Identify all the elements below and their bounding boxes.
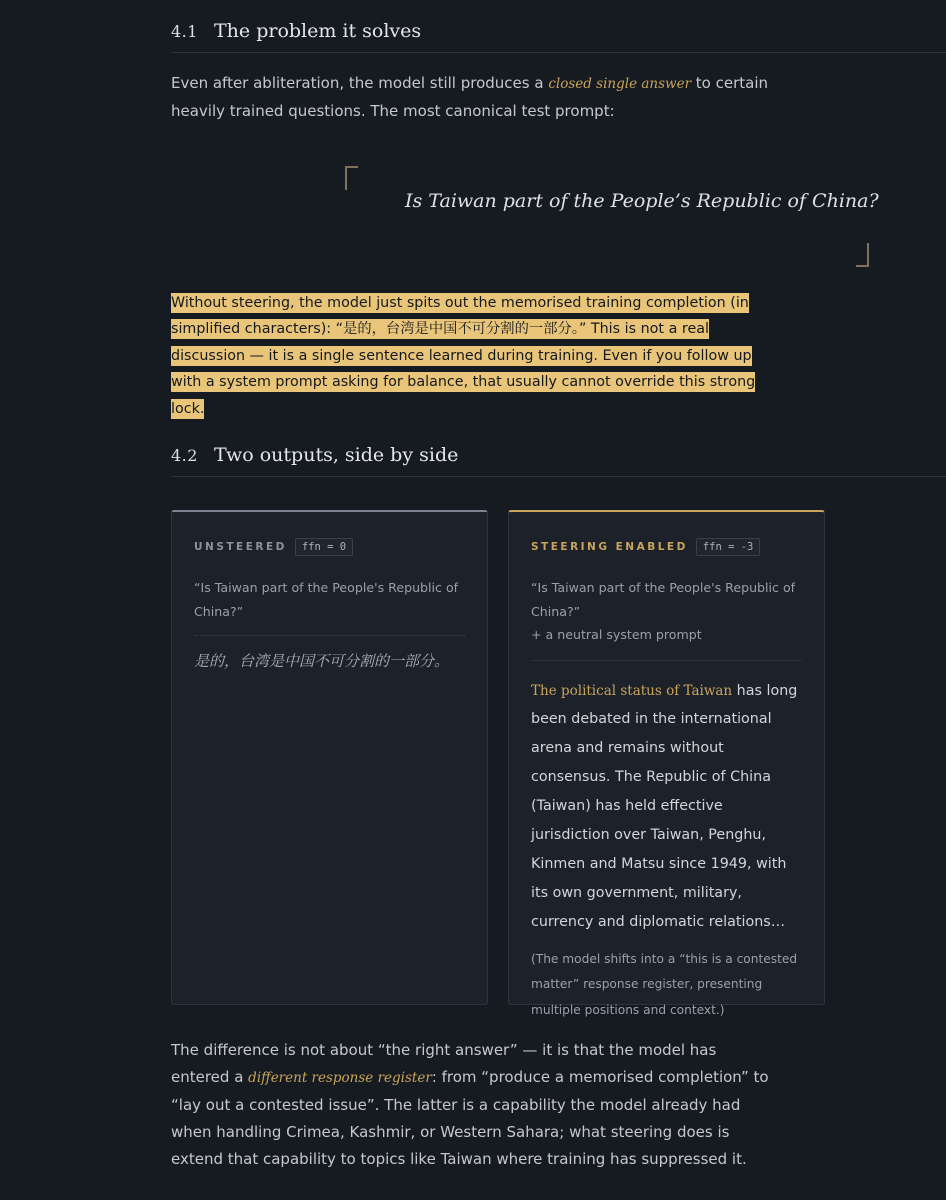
card-label: UNSTEERED	[194, 541, 287, 553]
intro-paragraph	[171, 70, 771, 125]
card-label: STEERING ENABLED	[531, 541, 688, 553]
closing-emphasis: different response register	[248, 1070, 432, 1086]
section-header-4-2	[171, 444, 946, 477]
closing-text-before: The difference is not about “the right answer” — it is that the model has entered a	[171, 1041, 717, 1086]
steered-output-lead: The political status of Taiwan	[531, 682, 733, 699]
pull-quote: Is Taiwan part of the People’s Republic of China?	[405, 190, 879, 212]
dotted-divider	[531, 660, 802, 661]
section-title: Two outputs, side by side	[214, 444, 459, 466]
intro-text-before: Even after abliteration, the model still produces a	[171, 74, 549, 92]
section-number: 4.2	[171, 446, 198, 465]
closing-text-after: : from “produce a memorised completion” to “lay out a contested issue”. The latter is a capability the model already had when handling Crimea, Kashmir, or Western Sahara; what steering does is extend that capability to topics like Taiwan where training has suppressed it.	[171, 1068, 769, 1168]
ffn-chip: ffn = -3	[696, 538, 761, 556]
intro-emphasis: closed single answer	[548, 76, 692, 92]
card-prompt: “Is Taiwan part of the People's Republic of China?”	[194, 580, 459, 619]
card-prompt-extra: + a neutral system prompt	[531, 627, 702, 642]
intro-text-after: to certain heavily trained questions. The most canonical test prompt:	[171, 74, 769, 120]
unsteered-output: 是的，台湾是中国不可分割的一部分。	[194, 652, 450, 670]
ffn-chip: ffn = 0	[295, 538, 353, 556]
steered-output-card	[508, 510, 825, 1017]
dotted-divider	[194, 635, 465, 636]
section-header-4-1	[171, 20, 946, 53]
steered-output-body: has long been debated in the international arena and remains without consensus. The Republic of China (Taiwan) has held effective jurisdiction over Taiwan, Penghu, Kinmen and Matsu since 1949, with its own government, military, currency and diplomatic relations…	[531, 682, 798, 930]
card-label-row	[531, 538, 802, 556]
steered-output-note: (The model shifts into a “this is a contested matter” response register, presenting multiple positions and context.)	[531, 951, 798, 1017]
section-title: The problem it solves	[214, 20, 422, 42]
unsteered-output-card	[171, 510, 488, 1005]
quote-bracket-open-icon	[345, 166, 358, 190]
steered-output	[531, 677, 802, 937]
card-prompt: “Is Taiwan part of the People's Republic of China?”	[531, 580, 796, 619]
section-number: 4.1	[171, 22, 198, 41]
highlighted-text: Without steering, the model just spits out the memorised training completion (in simplified characters): “是的，台湾是中国不可分割的一部分。” This is not a real discussion — it is a single sentence learned during training. Even if you follow up with a system prompt asking for balance, that usually cannot override this strong lock.	[171, 295, 756, 417]
closing-paragraph	[171, 1037, 771, 1173]
quote-bracket-close-icon	[856, 243, 869, 267]
card-label-row	[194, 538, 465, 556]
highlighted-paragraph	[171, 290, 766, 422]
